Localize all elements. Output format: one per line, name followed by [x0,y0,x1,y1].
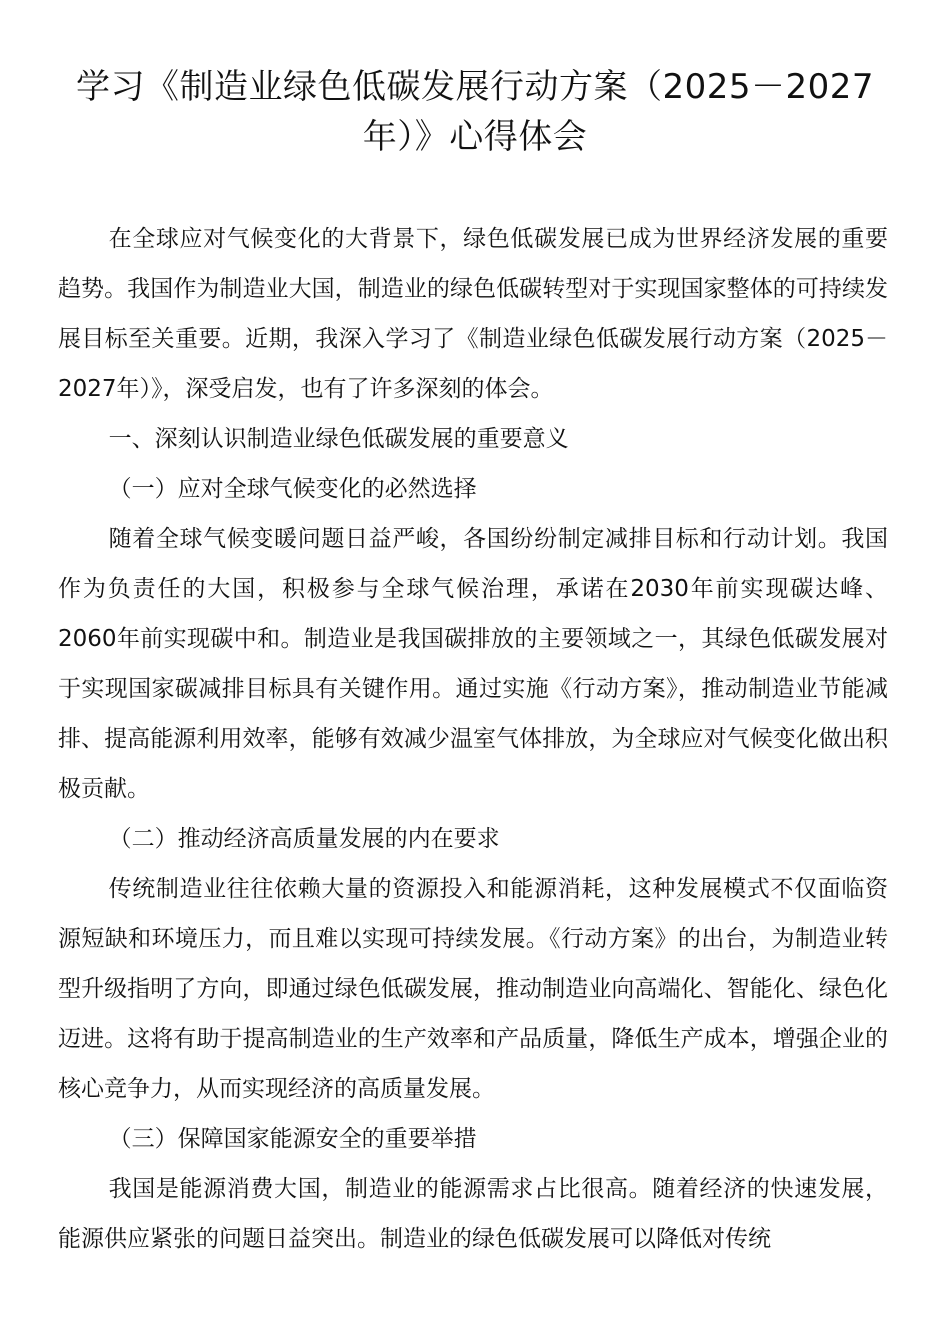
subsection-heading-3: （三）保障国家能源安全的重要举措 [108,1126,477,1152]
body-paragraph: 传统制造业往往依赖大量的资源投入和能源消耗，这种发展模式不仅面临资源短缺和环境压力，而且难以实现可持续发展。《行动方案》的出台，为制造业转型升级指明了方向，即通过绿色低碳发展，推动制造业向高端化、智能化、绿色化迈进。这将有助于提高制造业的生产效率和产品质量，降低生产成本，增强企业的核心竞争力，从而实现经济的高质量发展。 [58,876,888,1102]
subsection-heading-1: （一）应对全球气候变化的必然选择 [108,476,477,502]
subsection-heading-2: （二）推动经济高质量发展的内在要求 [108,826,500,852]
section-heading-1: 一、深刻认识制造业绿色低碳发展的重要意义 [108,426,569,452]
document-title: 学习《制造业绿色低碳发展行动方案（2025－2027年）》心得体会 [75,67,875,157]
body-paragraph: 随着全球气候变暖问题日益严峻，各国纷纷制定减排目标和行动计划。我国作为负责任的大国，积极参与全球气候治理，承诺在2030年前实现碳达峰、2060年前实现碳中和。制造业是我国碳排放的主要领域之一，其绿色低碳发展对于实现国家碳减排目标具有关键作用。通过实施《行动方案》，推动制造业节能减排、提高能源利用效率，能够有效减少温室气体排放，为全球应对气候变化做出积极贡献。 [58,526,888,802]
document-body [58,214,888,1264]
body-paragraph: 我国是能源消费大国，制造业的能源需求占比很高。随着经济的快速发展，能源供应紧张的问题日益突出。制造业的绿色低碳发展可以降低对传统 [58,1176,888,1252]
intro-paragraph: 在全球应对气候变化的大背景下，绿色低碳发展已成为世界经济发展的重要趋势。我国作为制造业大国，制造业的绿色低碳转型对于实现国家整体的可持续发展目标至关重要。近期，我深入学习了《制造业绿色低碳发展行动方案（2025－2027年）》，深受启发，也有了许多深刻的体会。 [58,226,888,402]
